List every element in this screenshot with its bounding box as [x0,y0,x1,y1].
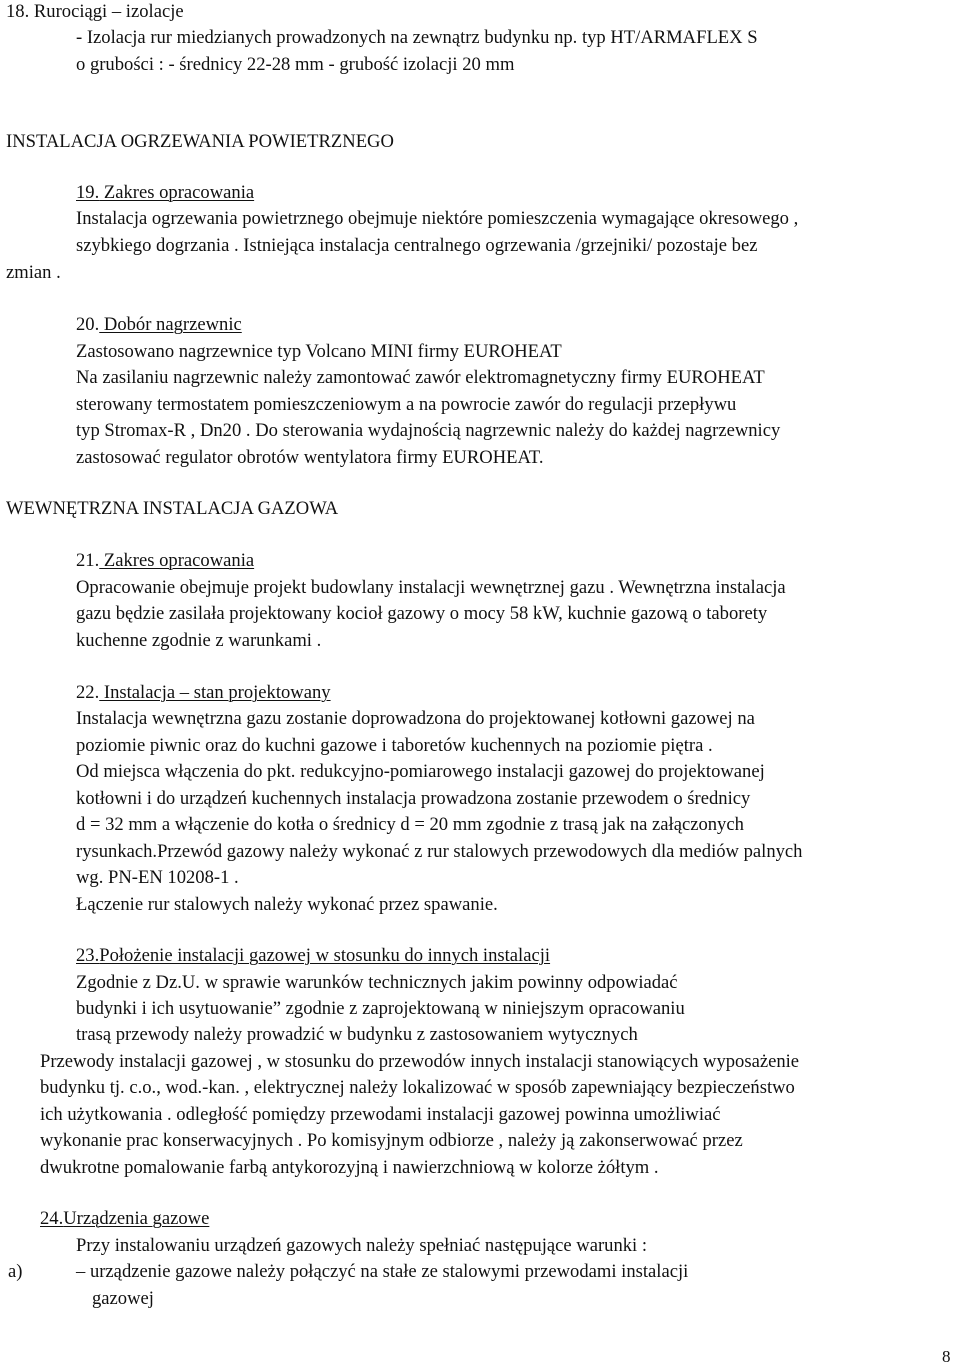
section-19-title [76,182,254,204]
section-22-line-3: Od miejsca włączenia do pkt. redukcyjno-pomiarowego instalacji gazowej do projektowanej [76,761,765,782]
section-19-line-2: szybkiego dogrzania . Istniejąca instalacja centralnego ogrzewania /grzejniki/ pozostaje bez [76,235,758,256]
section-18-line-1: - Izolacja rur miedzianych prowadzonych na zewnątrz budynku np. typ HT/ARMAFLEX S [76,27,758,48]
section-22-line-8: Łączenie rur stalowych należy wykonać przez spawanie. [76,894,498,915]
section-23-line-3: trasą przewody należy prowadzić w budynku z zastosowaniem wytycznych [76,1024,638,1045]
section-19-number: 19. [76,182,100,203]
section-22-title [76,682,331,704]
section-21-number: 21. [76,550,100,571]
section-24-number: 24. [40,1208,64,1229]
heading-gas-installation: WEWNĘTRZNA INSTALACJA GAZOWA [6,498,339,519]
section-22-line-5: d = 32 mm a włączenie do kotła o średnicy d = 20 mm zgodnie z trasą jak na załączonych [76,814,744,835]
section-19-line-3: zmian . [6,262,61,283]
section-23-line-1: Zgodnie z Dz.U. w sprawie warunków technicznych jakim powinny odpowiadać [76,972,678,993]
section-20-line-2: Na zasilaniu nagrzewnic należy zamontować zawór elektromagnetyczny firmy EUROHEAT [76,367,765,388]
section-22-line-1: Instalacja wewnętrzna gazu zostanie doprowadzona do projektowanej kotłowni gazowej na [76,708,755,729]
section-23-title [76,945,550,967]
heading-air-heating: INSTALACJA OGRZEWANIA POWIETRZNEGO [6,131,394,152]
section-20-line-1: Zastosowano nagrzewnice typ Volcano MINI firmy EUROHEAT [76,341,562,362]
section-23-title-text: Położenie instalacji gazowej w stosunku do innych instalacji [99,945,551,966]
section-23-line-7: wykonanie prac konserwacyjnych . Po komisyjnym odbiorze , należy ją zakonserwować przez [40,1130,743,1151]
section-24-item-a-line-2: gazowej [92,1288,154,1309]
section-19-line-1: Instalacja ogrzewania powietrznego obejmuje niektóre pomieszczenia wymagające okresowego , [76,208,799,229]
section-24-title [40,1208,209,1230]
section-19-title-text: Zakres opracowania [99,182,255,203]
section-20-line-5: zastosować regulator obrotów wentylatora firmy EUROHEAT. [76,447,544,468]
section-20-line-3: sterowany termostatem pomieszczeniowym a na powrocie zawór do regulacji przepływu [76,394,737,415]
section-24-item-a-line-1: – urządzenie gazowe należy połączyć na stałe ze stalowymi przewodami instalacji [76,1261,689,1282]
section-18-line-2: o grubości : - średnicy 22-28 mm - grubość izolacji 20 mm [76,54,515,75]
section-23-number: 23. [76,945,100,966]
section-23-line-8: dwukrotne pomalowanie farbą antykorozyjną i nawierzchniową w kolorze żółtym . [40,1157,659,1178]
section-20-title [76,314,242,336]
section-21-line-1: Opracowanie obejmuje projekt budowlany instalacji wewnętrznej gazu . Wewnętrzna instalacja [76,577,786,598]
section-24-title-text: Urządzenia gazowe [63,1208,210,1229]
section-21-title [76,550,254,572]
section-20-title-text: Dobór nagrzewnic [99,314,242,335]
section-23-line-6: ich użytkowania . odległość pomiędzy przewodami instalacji gazowej powinna umożliwiać [40,1104,721,1125]
section-23-line-2: budynki i ich usytuowanie” zgodnie z zaprojektowaną w niniejszym opracowaniu [76,998,685,1019]
section-22-number: 22. [76,682,100,703]
section-22-title-text: Instalacja – stan projektowany [99,682,331,703]
section-22-line-6: rysunkach.Przewód gazowy należy wykonać z rur stalowych przewodowych dla mediów palnych [76,841,803,862]
section-22-line-2: poziomie piwnic oraz do kuchni gazowe i taboretów kuchennych na poziomie piętra . [76,735,713,756]
page-number: 8 [942,1347,951,1366]
section-23-line-5: budynku tj. c.o., wod.-kan. , elektrycznej należy lokalizować w sposób zapewniający bezpieczeństwo [40,1077,795,1098]
section-22-line-4: kotłowni i do urządzeń kuchennych instalacja prowadzona zostanie przewodem o średnicy [76,788,751,809]
section-22-line-7: wg. PN-EN 10208-1 . [76,867,239,888]
section-24-line-1: Przy instalowaniu urządzeń gazowych należy spełniać następujące warunki : [76,1235,648,1256]
section-23-line-4: Przewody instalacji gazowej , w stosunku do przewodów innych instalacji stanowiących wyposażenie [40,1051,800,1072]
section-21-line-3: kuchenne zgodnie z warunkami . [76,630,322,651]
section-20-number: 20. [76,314,100,335]
section-21-line-2: gazu będzie zasilała projektowany kocioł gazowy o mocy 58 kW, kuchnie gazową o taborety [76,603,768,624]
section-20-line-4: typ Stromax-R , Dn20 . Do sterowania wydajnością nagrzewnic należy do każdej nagrzewnicy [76,420,781,441]
section-24-item-a-marker: a) [8,1261,23,1282]
section-21-title-text: Zakres opracowania [99,550,255,571]
section-18-heading: 18. Rurociągi – izolacje [6,1,184,22]
